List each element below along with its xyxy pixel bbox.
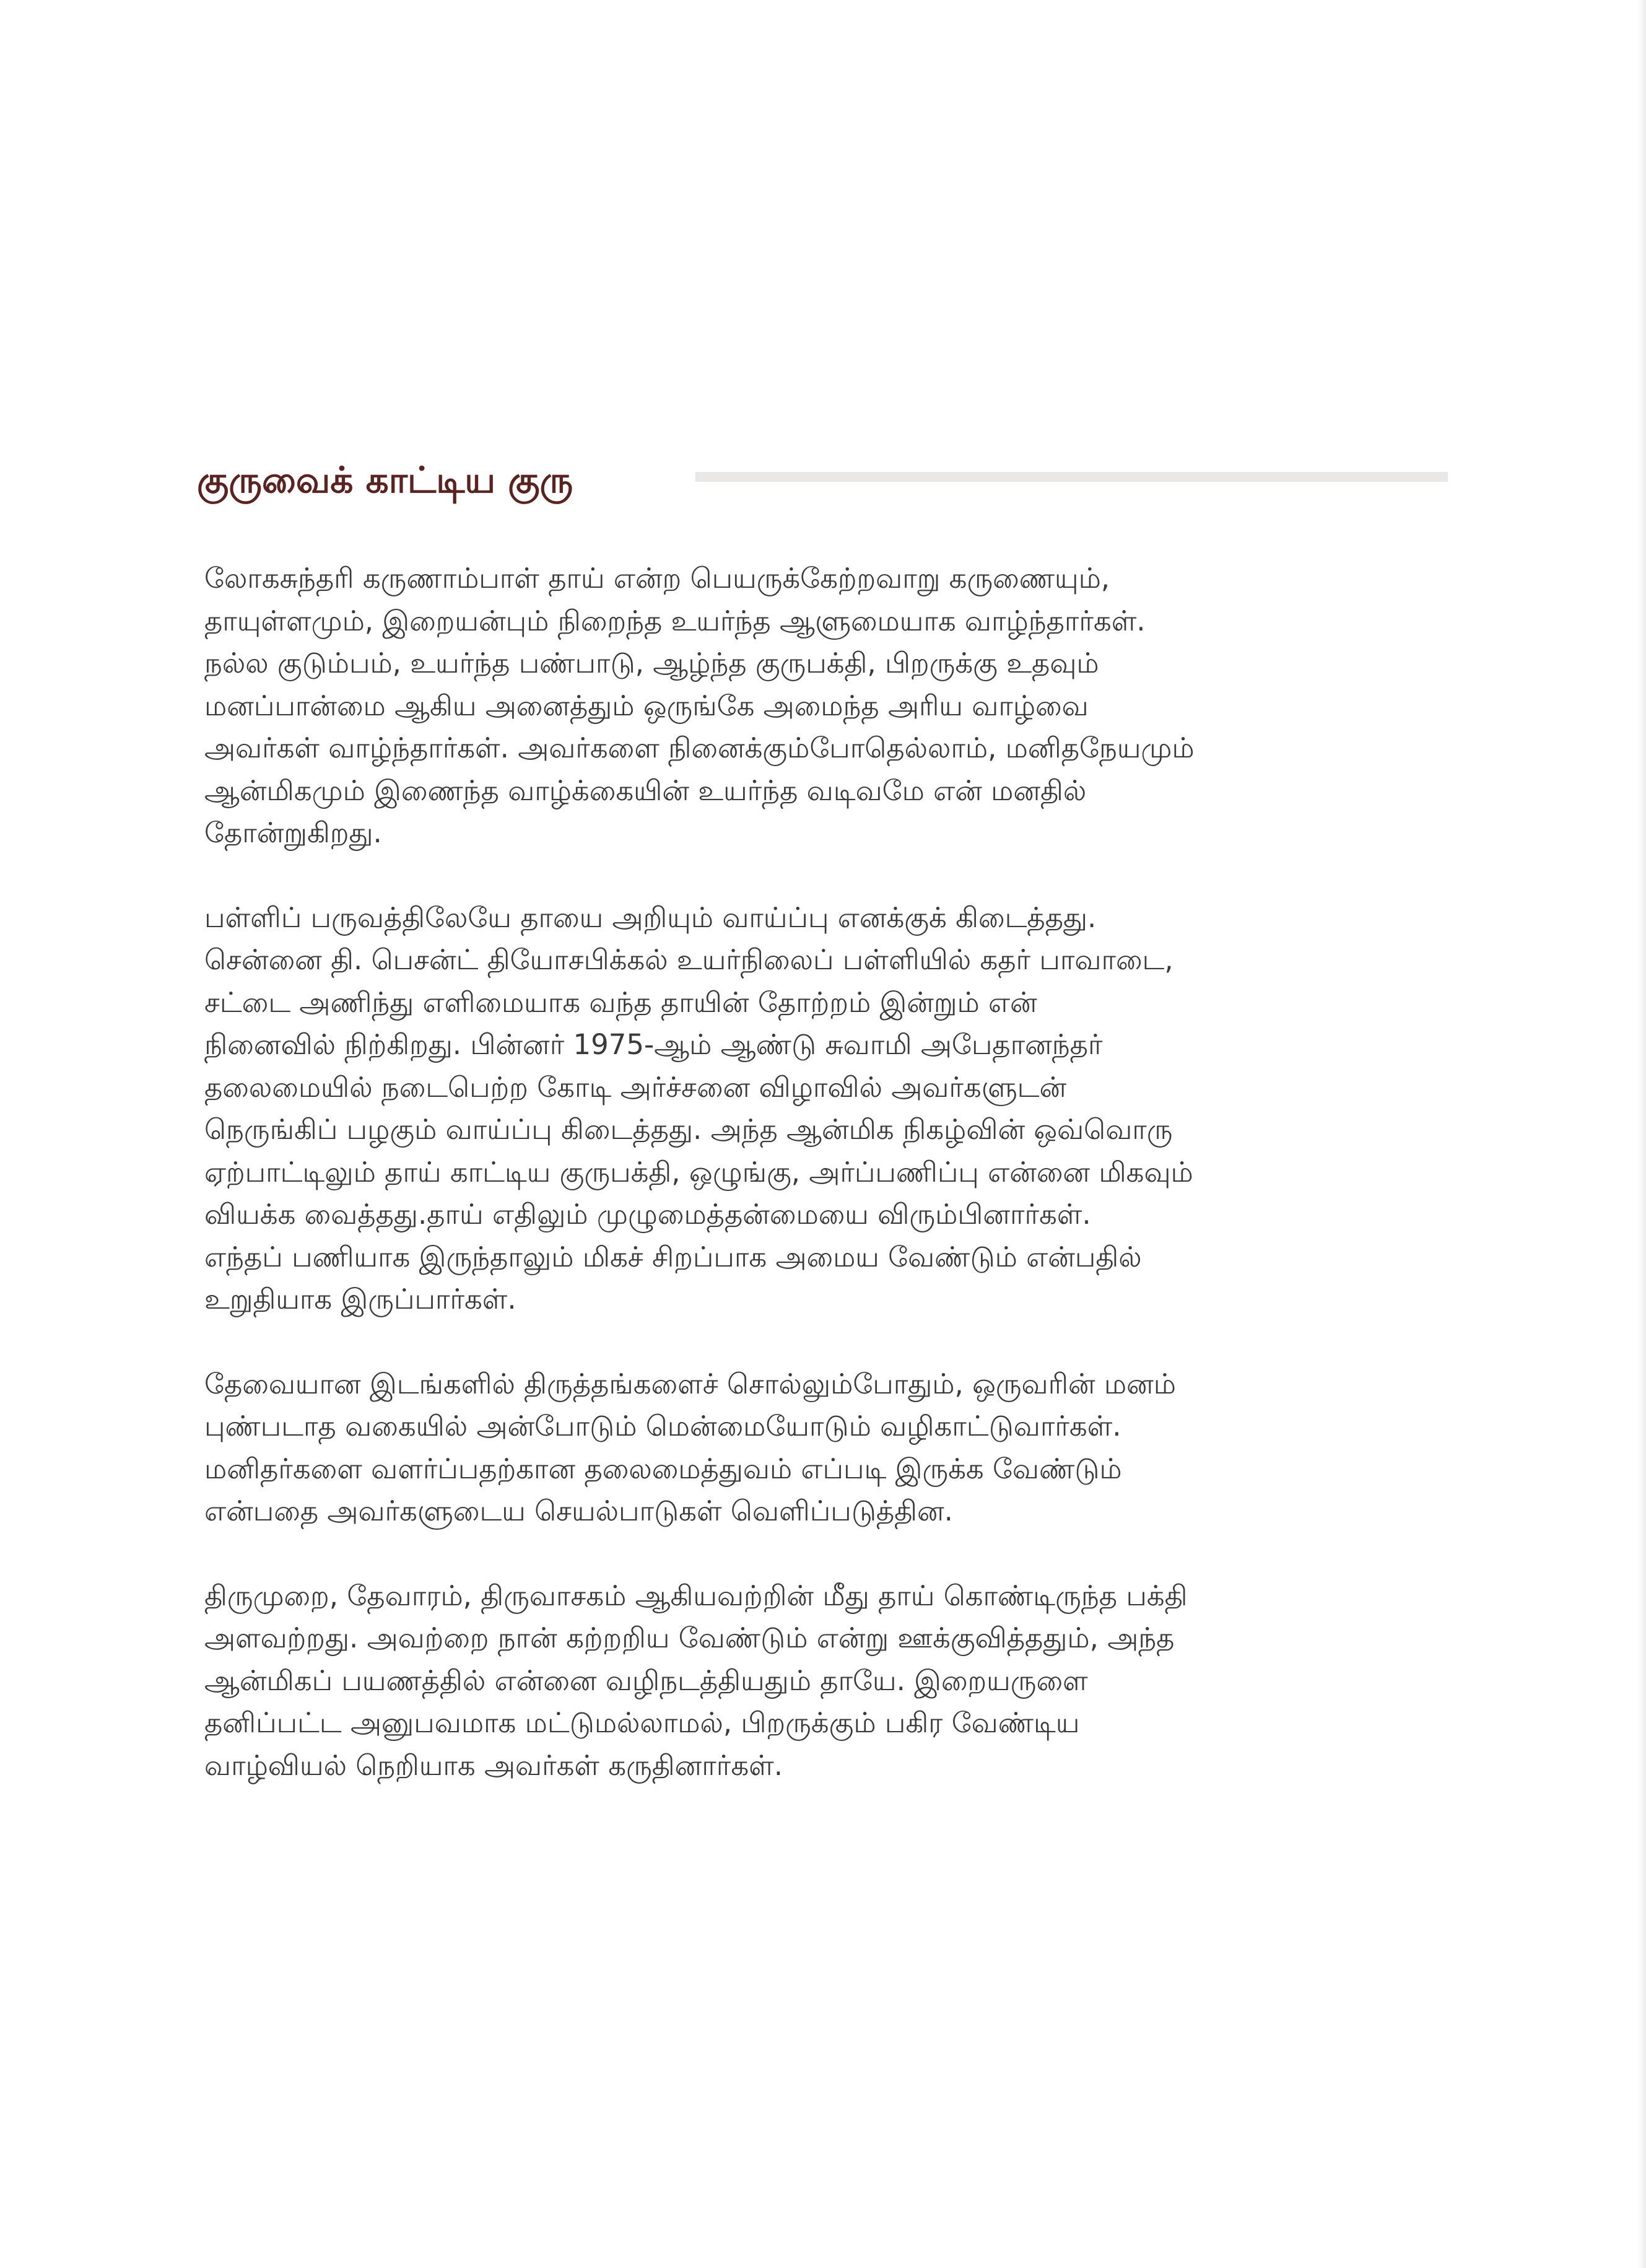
text-line: நல்ல குடும்பம், உயர்ந்த பண்பாடு, ஆழ்ந்த குருபக்தி, பிறருக்கு உதவும் (204, 647, 1099, 679)
text-line: அளவற்றது. அவற்றை நான் கற்றறிய வேண்டும் என்று ஊக்குவித்ததும், அந்த (204, 1621, 1175, 1654)
text-line: அவர்கள் வாழ்ந்தார்கள். அவர்களை நினைக்கும்போதெல்லாம், மனிதநேயமும் (204, 731, 1195, 764)
text-line: திருமுறை, தேவாரம், திருவாசகம் ஆகியவற்றின் மீது தாய் கொண்டிருந்த பக்தி (204, 1579, 1188, 1612)
text-line: தோன்றுகிறது. (204, 816, 382, 849)
text-line: புண்படாத வகையில் அன்போடும் மென்மையோடும் வழிகாட்டுவார்கள். (204, 1410, 1121, 1442)
paragraph-4 (204, 1575, 1468, 1787)
text-line: பள்ளிப் பருவத்திலேயே தாயை அறியும் வாய்ப்பு எனக்குக் கிடைத்தது. (204, 901, 1097, 934)
text-line: சட்டை அணிந்து எளிமையாக வந்த தாயின் தோற்றம் இன்றும் என் (204, 985, 1037, 1019)
article-body (204, 557, 1468, 1829)
text-line: என்பதை அவர்களுடைய செயல்பாடுகள் வெளிப்படுத்தின. (204, 1494, 953, 1527)
text-line: ஏற்பாட்டிலும் தாய் காட்டிய குருபக்தி, ஒழுங்கு, அர்ப்பணிப்பு என்னை மிகவும் (204, 1155, 1193, 1189)
heading-divider (695, 472, 1448, 482)
text-line: எந்தப் பணியாக இருந்தாலும் மிகச் சிறப்பாக அமைய வேண்டும் என்பதில் (204, 1240, 1142, 1273)
page-edge-shadow (1637, 0, 1646, 2268)
text-line: வியக்க வைத்தது.தாய் எதிலும் முழுமைத்தன்மையை விரும்பினார்கள். (204, 1198, 1091, 1231)
text-line: தனிப்பட்ட அனுபவமாக மட்டுமல்லாமல், பிறருக்கும் பகிர வேண்டிய (204, 1706, 1080, 1739)
text-line: வாழ்வியல் நெறியாக அவர்கள் கருதினார்கள். (204, 1748, 783, 1782)
text-line: நெருங்கிப் பழகும் வாய்ப்பு கிடைத்தது. அந்த ஆன்மிக நிகழ்வின் ஒவ்வொரு (204, 1113, 1173, 1146)
text-line: ஆன்மிகமும் இணைந்த வாழ்க்கையின் உயர்ந்த வடிவமே என் மனதில் (204, 774, 1087, 807)
section-title: குருவைக் காட்டிய குரு (197, 459, 573, 501)
text-line: தாயுள்ளமும், இறையன்பும் நிறைந்த உயர்ந்த ஆளுமையாக வாழ்ந்தார்கள். (204, 604, 1146, 637)
text-line: ஆன்மிகப் பயணத்தில் என்னை வழிநடத்தியதும் தாயே. இறையருளை (204, 1664, 1088, 1697)
text-line: தலைமையில் நடைபெற்ற கோடி அர்ச்சனை விழாவில் அவர்களுடன் (204, 1070, 1067, 1104)
paragraph-2 (204, 897, 1468, 1321)
text-line: லோகசுந்தரி கருணாம்பாள் தாய் என்ற பெயருக்கேற்றவாறு கருணையும், (204, 562, 1110, 595)
text-line: நினைவில் நிற்கிறது. பின்னர் 1975-ஆம் ஆண்டு சுவாமி அபேதானந்தர் (204, 1028, 1103, 1061)
text-line: உறுதியாக இருப்பார்கள். (204, 1283, 516, 1315)
paragraph-1 (204, 557, 1468, 855)
text-line: மனப்பான்மை ஆகிய அனைத்தும் ஒருங்கே அமைந்த அரிய வாழ்வை (204, 689, 1089, 722)
section-heading (197, 446, 1448, 514)
text-line: மனிதர்களை வளர்ப்பதற்கான தலைமைத்துவம் எப்படி இருக்க வேண்டும் (204, 1452, 1122, 1485)
text-line: தேவையான இடங்களில் திருத்தங்களைச் சொல்லும்போதும், ஒருவரின் மனம் (204, 1367, 1176, 1400)
text-line: சென்னை தி. பெசன்ட் தியோசபிக்கல் உயர்நிலைப் பள்ளியில் கதர் பாவாடை, (204, 943, 1174, 976)
paragraph-3 (204, 1363, 1468, 1533)
